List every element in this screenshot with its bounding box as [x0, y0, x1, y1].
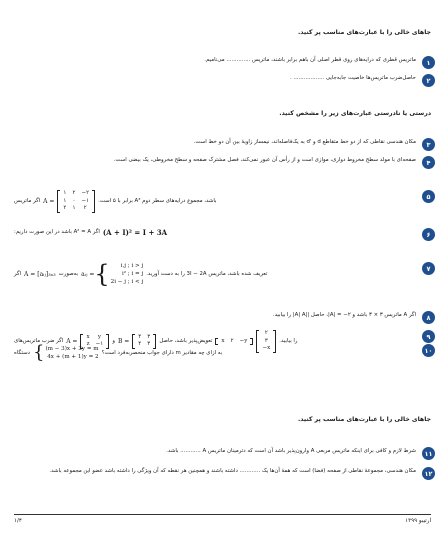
question-10 [14, 344, 435, 362]
question-12 [14, 467, 435, 476]
question-number-badge: ۱۰ [422, 344, 435, 357]
question-7 [14, 262, 435, 286]
question-text-suffix: باشد، مجموع درایه‌های سطر دوم A³ برابر با ۵ است. [98, 197, 217, 204]
question-number-badge: ۴ [422, 156, 435, 169]
question-text-b: تعویض‌پذیر باشد، حاصل [159, 337, 213, 344]
linear-system: { (m − 3)x + 3y = m 4x + (m + 1)y = 2 [33, 342, 99, 363]
question-text: صفحه‌ای با مولد سطح مخروط دواری، موازی است و از رأس آن عبور نمی‌کند، فصل مشترک صفحه و سطح مخروطی، یک بیضی است. [113, 157, 416, 163]
matrix-a-def: A = [aᵢⱼ]₃ₓ₃ [24, 270, 56, 278]
question-6 [14, 228, 435, 237]
matrix-b: ۴ ۳ ۴ ۳ [132, 334, 156, 349]
question-text: ماتریس قطری که درایه‌های روی قطر اصلی آن باهم برابر باشند، ماتریس .............. می‌نامیم. [204, 57, 416, 63]
matrix-a-label: A = [66, 337, 78, 345]
question-number-badge: ۵ [422, 190, 435, 203]
section-title-fill-blanks: جاهای خالی را با عبارت‌های مناسب پر کنید. [297, 29, 431, 36]
question-5 [14, 190, 435, 213]
question-number-badge: ۹ [422, 330, 435, 343]
matrix-a-label: A = [43, 197, 55, 205]
question-text-a: اگر ضرب ماتریس‌های [14, 337, 64, 344]
question-text: مکان هندسی نقاطی که از دو خط متقاطع d و 'd به یک‌فاصله‌اند، نیمساز زاویهٔ بین آن دو خط است. [193, 139, 416, 145]
question-text: شرط لازم و کافی برای اینکه ماتریس مربعی A وارون‌پذیر باشد آن است که دترمینان ماتریس A ............ باشد. [166, 448, 416, 454]
page-footer [14, 514, 431, 524]
question-number-badge: ۶ [422, 228, 435, 241]
footer-date: ارتیبو ۱۳۹۹ [405, 518, 431, 524]
question-text-c: تعریف شده باشد، ماتریس 3I − 2A را به دست آورید. [146, 270, 268, 277]
question-text: اگر A² = A باشد در این صورت داریم: [14, 229, 100, 235]
question-number-badge: ۱ [422, 56, 435, 69]
question-text: حاصل‌ضرب ماتریس‌ها خاصیت جابه‌جایی .................. . [289, 75, 416, 81]
question-number-badge: ۱۲ [422, 467, 435, 480]
question-text-c: را بیابید. [279, 337, 298, 344]
question-text-a: اگر [14, 270, 22, 277]
question-text: به ازای چه مقادیر m دارای جواب منحصربه‌فرد است؟ [101, 349, 223, 356]
section-title-fill-blanks-2: جاهای خالی را با عبارت‌های مناسب پر کنید. [297, 416, 431, 423]
question-number-badge: ۳ [422, 138, 435, 151]
piecewise-aij: aᵢⱼ = { i.j ; i > j i² ; i = j 2i − j ; i < j [81, 260, 144, 288]
question-number-badge: ۲ [422, 74, 435, 87]
question-2 [14, 74, 435, 83]
question-3 [14, 138, 435, 147]
section-title-true-false: درستی یا نادرستی عبارت‌های زیر را مشخص کنید. [279, 110, 431, 117]
matrix-b-label: B = [117, 337, 130, 345]
question-4 [14, 156, 435, 165]
question-text: مکان هندسی، مجموعهٔ نقاطی از صفحه (فضا) است که همهٔ آن‌ها یک ............ داشته باشند و همچنین هر نقطه که آن ویژگی را داشته باشد عضو این مجموعه باشد. [49, 468, 416, 474]
question-text-b: به‌صورت [58, 270, 79, 277]
question-8 [14, 311, 435, 320]
question-1 [14, 56, 435, 65]
question-number-badge: ۱۱ [422, 447, 435, 460]
question-11 [14, 447, 435, 456]
system-label: دستگاه [14, 349, 30, 356]
matrix-a: x y z −۱ [80, 334, 109, 349]
conjunction: و [112, 337, 115, 344]
identity-formula: (A + I)² = I + 3A [102, 228, 168, 237]
page-number: ۱/۴ [14, 518, 22, 524]
row-vector: x ۲ −y [215, 338, 253, 346]
question-text-prefix: اگر ماتریس [14, 197, 41, 204]
column-vector: ۲ ۳ −x [256, 330, 276, 353]
question-number-badge: ۸ [422, 311, 435, 324]
question-number-badge: ۷ [422, 262, 435, 275]
matrix-a: ۱ ۲ −۲ ۱ ۰ −۱ ۲ ۱ ۲ [57, 190, 95, 213]
question-text: اگر A ماتریس ۳ × ۳ باشد و ۲− = |A|، حاصل ||A| A| را بیابید. [272, 312, 416, 318]
